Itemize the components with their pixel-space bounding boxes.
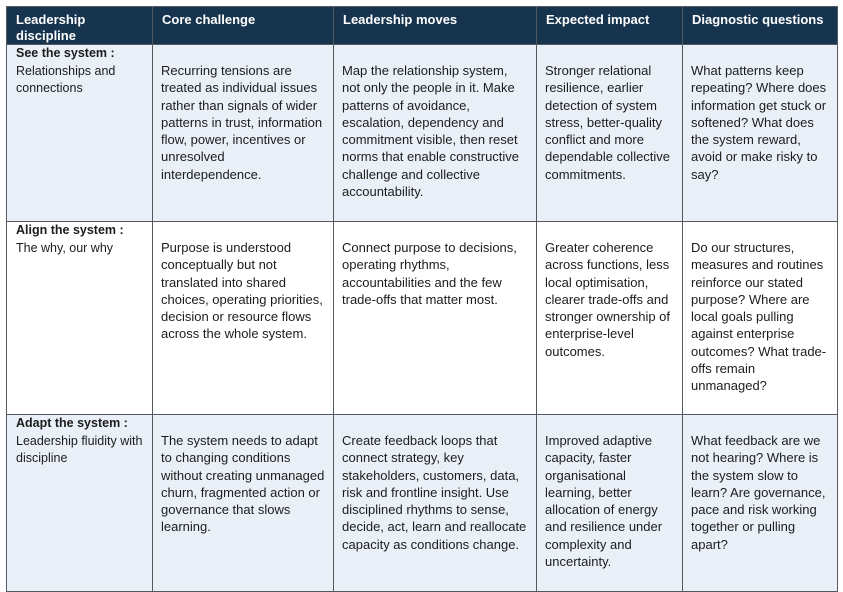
discipline-subtitle: Relationships and connections (16, 63, 116, 95)
table-row (7, 415, 838, 592)
expected-impact-cell: Improved adaptive capacity, faster organisational learning, better allocation of energy and resilience under complexity and uncertainty. (537, 415, 683, 592)
core-challenge-cell: Recurring tensions are treated as individual issues rather than signals of wider patterns in trust, information flow, power, incentives or unresolved interdependence. (153, 45, 334, 222)
leadership-table (6, 6, 838, 592)
header-row (7, 7, 838, 45)
header-leadership-moves: Leadership moves (334, 7, 537, 45)
header-expected-impact: Expected impact (537, 7, 683, 45)
expected-impact-cell: Stronger relational resilience, earlier detection of system stress, better-quality conflict and more dependable collective commitments. (537, 45, 683, 222)
discipline-cell (7, 222, 153, 415)
header-core-challenge: Core challenge (153, 7, 334, 45)
discipline-title: Adapt the system : (16, 416, 128, 430)
discipline-title: See the system : (16, 46, 115, 60)
table-row (7, 222, 838, 415)
leadership-moves-cell: Create feedback loops that connect strategy, key stakeholders, customers, data, risk and frontline insight. Use disciplined rhythms to sense, decide, act, learn and reallocate capacity as conditions change. (334, 415, 537, 592)
diagnostic-questions-cell: What feedback are we not hearing? Where is the system slow to learn? Are governance, pace and risk working together or pulling apart? (683, 415, 838, 592)
diagnostic-questions-cell: Do our structures, measures and routines reinforce our stated purpose? Where are local goals pulling against enterprise outcomes? What trade-offs remain unmanaged? (683, 222, 838, 415)
core-challenge-cell: Purpose is understood conceptually but not translated into shared choices, operating priorities, decision or resource flows across the whole system. (153, 222, 334, 415)
expected-impact-cell: Greater coherence across functions, less local optimisation, clearer trade-offs and stronger ownership of enterprise-level outcomes. (537, 222, 683, 415)
leadership-moves-cell: Connect purpose to decisions, operating rhythms, accountabilities and the few trade-offs that matter most. (334, 222, 537, 415)
discipline-cell (7, 45, 153, 222)
discipline-subtitle: Leadership fluidity with discipline (16, 433, 143, 465)
discipline-subtitle: The why, our why (16, 240, 114, 255)
table-row (7, 45, 838, 222)
discipline-title: Align the system : (16, 223, 124, 237)
header-diagnostic-questions: Diagnostic questions (683, 7, 838, 45)
diagnostic-questions-cell: What patterns keep repeating? Where does information get stuck or softened? What does the system reward, avoid or make risky to say? (683, 45, 838, 222)
discipline-cell (7, 415, 153, 592)
header-leadership-discipline: Leadership discipline (7, 7, 153, 45)
leadership-moves-cell: Map the relationship system, not only the people in it. Make patterns of avoidance, escalation, dependency and commitment visible, then reset norms that enable constructive challenge and collective accountability. (334, 45, 537, 222)
core-challenge-cell: The system needs to adapt to changing conditions without creating unmanaged churn, fragmented action or governance that slows learning. (153, 415, 334, 592)
